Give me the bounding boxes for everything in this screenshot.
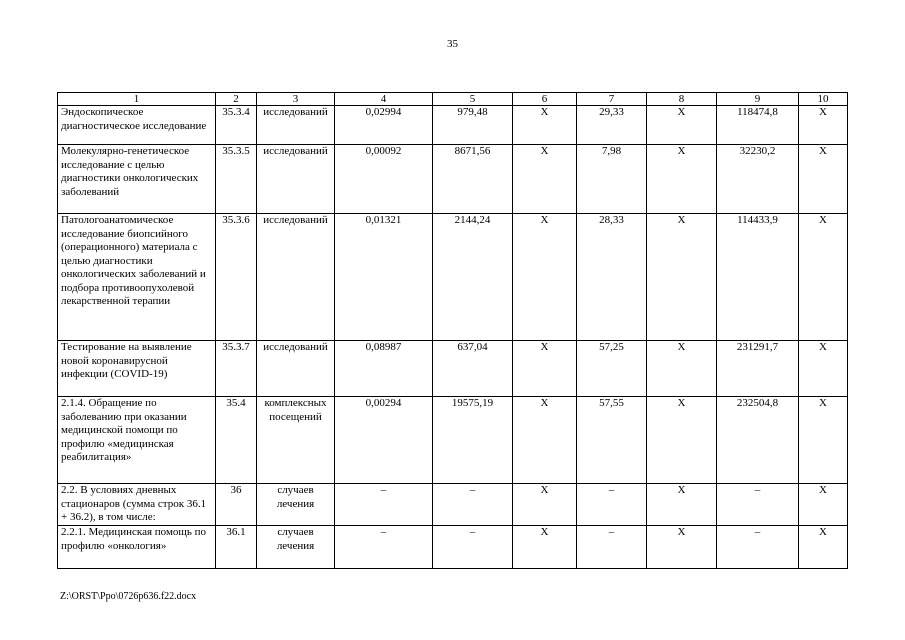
row-code: 35.3.4 [216,106,257,145]
table-cell: Х [647,145,717,214]
table-cell: – [335,484,433,526]
row-unit: комплексных посещений [257,397,335,484]
table-cell: – [335,526,433,569]
table-cell: 29,33 [577,106,647,145]
table-cell: Х [647,397,717,484]
row-unit: исследований [257,106,335,145]
column-header: 3 [257,93,335,106]
table-row [58,397,848,484]
table-cell: – [717,484,799,526]
column-header: 7 [577,93,647,106]
table-cell: 57,55 [577,397,647,484]
column-header: 6 [513,93,577,106]
table-cell: Х [799,526,848,569]
table-cell: 57,25 [577,341,647,397]
table-row [58,214,848,341]
column-header: 4 [335,93,433,106]
table-cell: Х [513,526,577,569]
row-unit: случаев лечения [257,526,335,569]
table-cell: 0,01321 [335,214,433,341]
footer-file-path: Z:\ORST\Ppo\0726p636.f22.docx [60,591,197,602]
table-cell: Х [799,145,848,214]
table-cell: Х [647,484,717,526]
column-header: 2 [216,93,257,106]
table-cell: 7,98 [577,145,647,214]
table-cell: 231291,7 [717,341,799,397]
row-name: Патологоанатомическое исследование биопсийного (операционного) материала с целью диагностики онкологических заболеваний и подбора противоопухолевой лекарственной терапии [58,214,216,341]
column-header: 9 [717,93,799,106]
table-cell: – [433,484,513,526]
column-header: 5 [433,93,513,106]
row-unit: исследований [257,145,335,214]
table-cell: 32230,2 [717,145,799,214]
table-header-row [58,93,848,106]
table-row [58,106,848,145]
row-name: 2.2.1. Медицинская помощь по профилю «онкология» [58,526,216,569]
table-cell: 2144,24 [433,214,513,341]
table-cell: 0,08987 [335,341,433,397]
table-cell: – [717,526,799,569]
table-cell: Х [647,341,717,397]
table-cell: Х [647,214,717,341]
row-name: 2.2. В условиях дневных стационаров (сумма строк 36.1 + 36.2), в том числе: [58,484,216,526]
table-cell: 979,48 [433,106,513,145]
table-cell: Х [513,106,577,145]
row-code: 36.1 [216,526,257,569]
table-cell: Х [799,484,848,526]
column-header: 1 [58,93,216,106]
table-row [58,341,848,397]
row-name: Молекулярно-генетическое исследование с целью диагностики онкологических заболеваний [58,145,216,214]
row-unit: исследований [257,214,335,341]
table-cell: Х [513,397,577,484]
table-cell: – [577,484,647,526]
table-row [58,145,848,214]
table-cell: 0,00092 [335,145,433,214]
row-code: 35.4 [216,397,257,484]
table-cell: Х [647,526,717,569]
data-table [57,92,848,569]
row-name: Тестирование на выявление новой коронавирусной инфекции (COVID-19) [58,341,216,397]
table-cell: – [433,526,513,569]
row-unit: исследований [257,341,335,397]
table-cell: Х [799,341,848,397]
table-row [58,526,848,569]
row-code: 35.3.6 [216,214,257,341]
table-cell: 28,33 [577,214,647,341]
row-name: Эндоскопическое диагностическое исследование [58,106,216,145]
column-header: 10 [799,93,848,106]
table-cell: Х [799,397,848,484]
table-cell: 0,00294 [335,397,433,484]
table-cell: 232504,8 [717,397,799,484]
table-cell: Х [799,106,848,145]
row-code: 35.3.5 [216,145,257,214]
column-header: 8 [647,93,717,106]
table-cell: 118474,8 [717,106,799,145]
table-cell: 8671,56 [433,145,513,214]
table-cell: Х [799,214,848,341]
table-cell: Х [647,106,717,145]
table-cell: Х [513,145,577,214]
table-cell: 0,02994 [335,106,433,145]
table-cell: Х [513,214,577,341]
row-unit: случаев лечения [257,484,335,526]
table-cell: 637,04 [433,341,513,397]
page-number: 35 [447,38,458,50]
row-code: 35.3.7 [216,341,257,397]
table-row [58,484,848,526]
table-cell: 114433,9 [717,214,799,341]
table-cell: 19575,19 [433,397,513,484]
row-code: 36 [216,484,257,526]
table-cell: Х [513,484,577,526]
table-cell: – [577,526,647,569]
table-cell: Х [513,341,577,397]
row-name: 2.1.4. Обращение по заболеванию при оказании медицинской помощи по профилю «медицинская реабилитация» [58,397,216,484]
